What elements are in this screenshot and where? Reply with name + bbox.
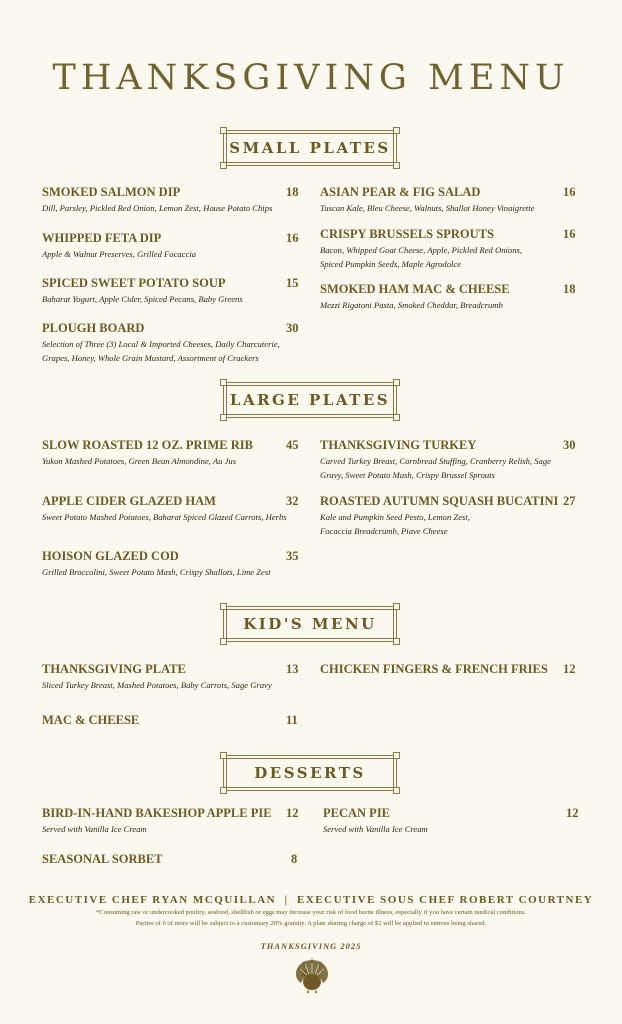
item-price: 27: [563, 494, 576, 508]
item-price: 16: [563, 227, 576, 241]
item-price: 12: [566, 806, 579, 820]
menu-item: [320, 662, 555, 677]
menu-item: [320, 494, 559, 538]
item-name: WHIPPED FETA DIP: [42, 231, 162, 245]
item-name: PLOUGH BOARD: [42, 321, 145, 335]
item-name: HOISON GLAZED COD: [42, 549, 179, 563]
item-description: Bacon, Whipped Goat Cheese, Apple, Pickled Red Onions, Spiced Pumpkin Seeds, Maple Agrodolce: [320, 245, 522, 269]
menu-item: [323, 806, 523, 836]
item-description: Grilled Broccolini, Sweet Potato Mash, Crispy Shallots, Lime Zest: [42, 567, 271, 577]
item-price: 12: [286, 806, 299, 820]
menu-item: [42, 438, 282, 468]
food-safety-warning: *Consuming raw or undercooked poultry, seafood, shellfish or eggs may increase your risk of food borne illness, especially if you have certain medical conditions.: [95, 909, 527, 916]
item-price: 35: [286, 549, 299, 563]
menu-item: [42, 662, 282, 692]
item-description: Served with Vanilla Ice Cream: [42, 824, 147, 834]
gratuity-note: Parties of 6 of more will be subject to a customary 20% gratuity. A plate sharing charge of $2 will be applied to entrees being shared.: [135, 920, 487, 927]
item-price: 45: [286, 438, 299, 452]
menu-item: [320, 227, 540, 271]
section-label: SMALL PLATES: [229, 139, 391, 157]
menu-item: [42, 713, 282, 728]
item-name: ROASTED AUTUMN SQUASH BUCATINI: [320, 494, 559, 508]
menu-item: [42, 276, 282, 306]
menu-title: THANKSGIVING MENU: [52, 58, 570, 98]
menu-item: [320, 282, 550, 312]
item-price: 13: [286, 662, 299, 676]
section-label: KID'S MENU: [243, 615, 377, 633]
item-name: PECAN PIE: [323, 806, 391, 820]
item-name: SLOW ROASTED 12 OZ. PRIME RIB: [42, 438, 253, 452]
item-description: Apple & Walnut Preserves, Grilled Focaccia: [42, 249, 197, 259]
section-header-kids-menu: [223, 606, 397, 642]
menu-item: [320, 438, 555, 482]
item-name: MAC & CHEESE: [42, 713, 140, 727]
item-description: Dill, Parsley, Pickled Red Onion, Lemon Zest, House Potato Chips: [42, 203, 273, 213]
item-name: BIRD-IN-HAND BAKESHOP APPLE PIE: [42, 806, 272, 820]
item-name: ASIAN PEAR & FIG SALAD: [320, 185, 481, 199]
menu-item: [42, 231, 282, 261]
item-price: 18: [286, 185, 299, 199]
item-name: SMOKED HAM MAC & CHEESE: [320, 282, 510, 296]
item-price: 15: [286, 276, 299, 290]
section-header-small-plates: [223, 130, 397, 166]
item-name: CHICKEN FINGERS & FRENCH FRIES: [320, 662, 548, 676]
menu-item: [42, 494, 292, 524]
item-name: SMOKED SALMON DIP: [42, 185, 181, 199]
footer-tagline: THANKSGIVING 2025: [260, 941, 362, 951]
item-description: Carved Turkey Breast, Cornbread Stuffing, Cranberry Relish, Sage Gravy, Sweet Potato Mash, Crispy Brussel Sprouts: [320, 456, 551, 480]
section-label: LARGE PLATES: [229, 391, 391, 409]
item-name: APPLE CIDER GLAZED HAM: [42, 494, 216, 508]
item-name: THANKSGIVING PLATE: [42, 662, 186, 676]
item-description: Served with Vanilla Ice Cream: [323, 824, 428, 834]
chef-credits: EXECUTIVE CHEF RYAN MCQUILLAN | EXECUTIVE SOUS CHEF ROBERT COURTNEY: [28, 894, 594, 906]
item-price: 30: [286, 321, 299, 335]
menu-item: [320, 185, 550, 215]
menu-item: [42, 852, 282, 867]
section-header-desserts: [223, 755, 397, 791]
section-label: DESSERTS: [254, 764, 366, 782]
item-description: Tuscan Kale, Bleu Cheese, Walnuts, Shallot Honey Vinaigrette: [320, 203, 535, 213]
menu-item: [42, 321, 287, 365]
item-description: Yukon Mashed Potatoes, Green Bean Almondine, Au Jus: [42, 456, 237, 466]
item-name: SPICED SWEET POTATO SOUP: [42, 276, 226, 290]
turkey-icon: [293, 954, 331, 994]
item-price: 16: [286, 231, 299, 245]
item-description: Sliced Turkey Breast, Mashed Potatoes, Baby Carrots, Sage Gravy: [42, 680, 272, 690]
item-name: CRISPY BRUSSELS SPROUTS: [320, 227, 494, 241]
item-name: SEASONAL SORBET: [42, 852, 163, 866]
item-price: 8: [291, 852, 298, 866]
item-price: 18: [563, 282, 576, 296]
section-header-large-plates: [223, 382, 397, 418]
item-price: 11: [286, 713, 298, 727]
item-price: 12: [563, 662, 576, 676]
menu-item: [42, 806, 282, 836]
item-price: 16: [563, 185, 576, 199]
item-description: Kale and Pumpkin Seed Pesto, Lemon Zest, Focaccia Breadcrumb, Piave Cheese: [320, 512, 470, 536]
item-price: 30: [563, 438, 576, 452]
item-description: Sweet Potato Mashed Potatoes, Baharat Spiced Glazed Carrots, Herbs: [42, 512, 287, 522]
item-price: 32: [286, 494, 299, 508]
item-description: Selection of Three (3) Local & Imported Cheeses, Daily Charcuterie, Grapes, Honey, Whole Grain Mustard, Assortment of Crackers: [42, 339, 280, 363]
item-name: THANKSGIVING TURKEY: [320, 438, 477, 452]
menu-item: [42, 549, 282, 579]
menu-item: [42, 185, 282, 215]
item-description: Baharat Yogurt, Apple Cider, Spiced Pecans, Baby Greens: [42, 294, 243, 304]
item-description: Mezzi Rigatoni Pasta, Smoked Cheddar, Breadcrumb: [320, 300, 503, 310]
